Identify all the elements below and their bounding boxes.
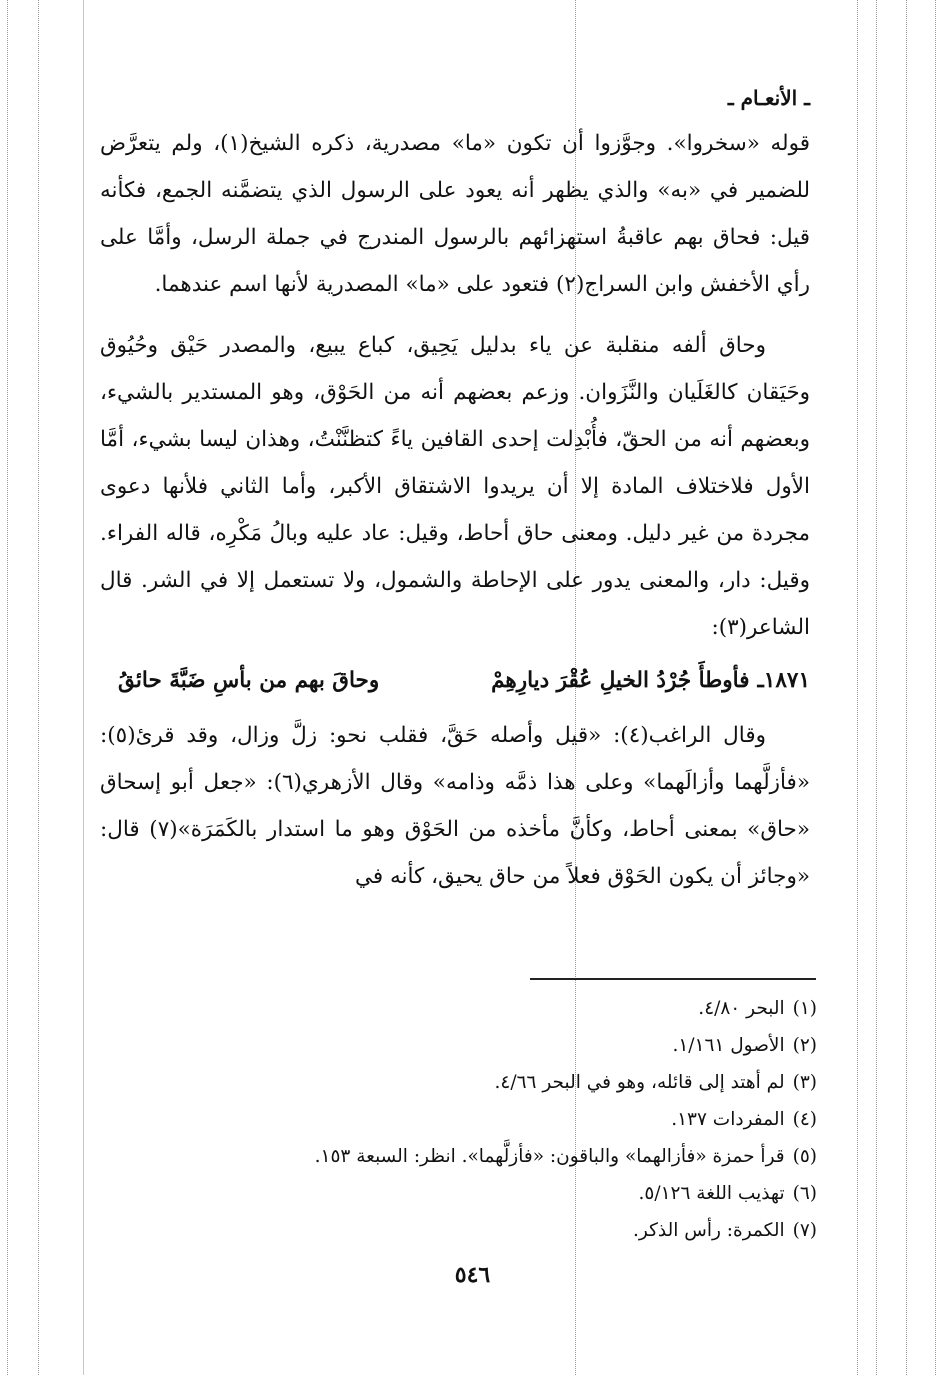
footnote-text: تهذيب اللغة ٥/١٢٦. (638, 1183, 785, 1204)
footnote-number: (٢) (792, 1035, 817, 1056)
paragraph-3: وقال الراغب(٤): «قيل وأصله حَقَّ، فقلب نحو: زلَّ وزال، وقد قرئ(٥): «فأزلَّهما وأزالَهما» وعلى هذا ذمَّه وذامه» وقال الأزهري(٦): «جعل أبو إسحاق «حاق» بمعنى أحاط، وكأنَّ مأخذه من الحَوْق وهو ما استدار بالكَمَرَة»(٧) قال: «وجائز أن يكون الحَوْق فعلاً من حاق يحيق، كأنه في (100, 723, 811, 889)
footnote-number: (٣) (792, 1072, 817, 1093)
footnote-text: البحر ٤/٨٠. (698, 998, 785, 1019)
footnote-text: المفردات ١٣٧. (671, 1109, 785, 1130)
footnote-number: (١) (792, 998, 817, 1019)
footnote-item (137, 1175, 817, 1212)
footnote-text: الكمرة: رأس الذكر. (633, 1220, 785, 1241)
footnote-item (137, 1101, 817, 1138)
page-number: ٥٤٦ (454, 1262, 491, 1288)
footnote-item (137, 1212, 817, 1249)
page-body (100, 78, 810, 900)
paragraph-gap (100, 308, 810, 322)
verse-hemistich-2: وحاقَ بهم من بأسِ ضَبَّةَ حائقُ (117, 668, 380, 693)
footnote-separator (530, 978, 816, 980)
verse-hemistich-1: فأوطأَ جُرْدُ الخيلِ عُقْرَ ديارِهِمْ (491, 668, 750, 693)
footnote-number: (٧) (792, 1220, 817, 1241)
footnote-text: الأصول ١/١٦١. (672, 1035, 785, 1056)
footnote-text: قرأ حمزة «فأزالهما» والباقون: «فأزلَّهما». انظر: السبعة ١٥٣. (314, 1146, 785, 1167)
footnote-number: (٤) (792, 1109, 817, 1130)
running-header: ـ الأنعـام ـ (727, 86, 810, 110)
paragraph-1: قوله «سخروا». وجوَّزوا أن تكون «ما» مصدرية، ذكره الشيخ(١)، ولم يتعرَّض للضمير في «به» والذي يظهر أنه يعود على الرسول الذي يتضمَّنه الجمع، فكأنه قيل: فحاق بهم عاقبةُ استهزائهم بالرسول المندرج في جملة الرسل، وأمَّا على رأي الأخفش وابن السراج(٢) فتعود على «ما» المصدرية لأنها اسم عندهما. (100, 131, 810, 297)
paragraph-2: وحاق ألفه منقلبة عن ياء بدليل يَحِيق، كباع يبيع، والمصدر حَيْق وحُيُوق وحَيَقان كالغَلَيان والنَّزَوان. وزعم بعضهم أنه من الحَوْق، وهو المستدير بالشيء، وبعضهم أنه من الحقّ، فأُبْدِلت إحدى القافين ياءً كتظنَّنْتُ، وهذان ليسا بشيء، أمَّا الأول فلاختلاف المادة إلا أن يريدوا الاشتقاق الأكبر، وأما الثاني فلأنها دعوى مجردة من غير دليل. ومعنى حاق أحاط، وقيل: عاد عليه وبالُ مَكْرِه، قاله الفراء. وقيل: دار، والمعنى يدور على الإحاطة والشمول، ولا تستعمل إلا في الشر. قال الشاعر(٣): (100, 333, 810, 640)
footnote-number: (٦) (792, 1183, 817, 1204)
footnote-item (137, 1138, 817, 1175)
footnote-text: لم أهتد إلى قائله، وهو في البحر ٤/٦٦. (494, 1072, 785, 1093)
footnote-number: (٥) (792, 1146, 817, 1167)
footnote-item (137, 1027, 817, 1064)
footnote-item (137, 990, 817, 1027)
footnotes (137, 990, 817, 1249)
footnote-item (137, 1064, 817, 1101)
verse-number: ١٨٧١ـ (757, 668, 810, 693)
poetry-verse (100, 657, 810, 704)
